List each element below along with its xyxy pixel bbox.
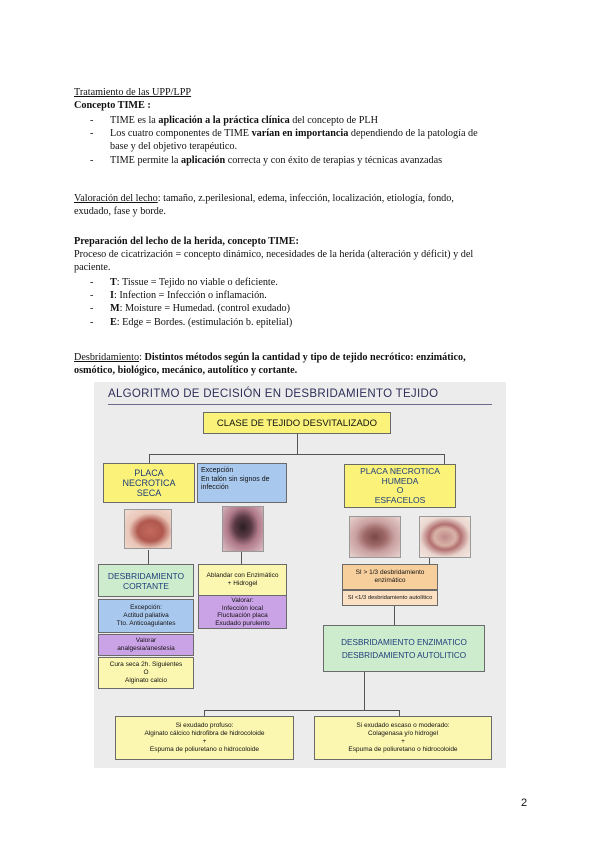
list-item: - TIME es la aplicación a la práctica clínica del concepto de PLH <box>90 114 530 127</box>
wound-photo-slough <box>419 516 471 558</box>
root-box: CLASE DE TEJIDO DESVITALIZADO <box>203 412 391 434</box>
page-number: 2 <box>521 797 528 809</box>
valoracion-paragraph: Valoración del lecho: tamaño, z.perilesional, edema, infección, localización, etiología, fondo, exudado, fase y borde. <box>74 193 454 218</box>
placa-humeda-box: PLACA NECROTICA HUMEDA O ESFACELOS <box>344 464 456 508</box>
si-mayor-box: SI > 1/3 desbridamiento enzimático <box>342 564 438 590</box>
valorar-analgesia-box: Valorar analgesia/anestesia <box>98 634 194 656</box>
desb-cortante-box: DESBRIDAMIENTO CORTANTE <box>98 564 194 597</box>
connector-line <box>444 454 445 464</box>
connector-line <box>149 454 444 455</box>
enzimatico-autolitico-box: DESBRIDAMIENTO ENZIMATICO DESBRIDAMIENTO AUTOLITICO <box>323 625 485 672</box>
connector-line <box>364 672 365 710</box>
valorar-infeccion-box: Valorar: Infección local Fluctuación placa Exudado purulento <box>198 595 287 629</box>
diagram-title: ALGORITMO DE DECISIÓN EN DESBRIDAMIENTO TEJIDO <box>108 388 439 400</box>
time-concept-title: Concepto TIME : <box>74 100 151 111</box>
title-underline <box>108 404 492 405</box>
excepcion2-box: Excepción: Actitud paliativa Tto. Anticoagulantes <box>98 599 194 633</box>
wound-photo-wet <box>349 516 401 558</box>
placa-seca-box: PLACA NECROTICA SECA <box>103 463 195 503</box>
list-item: - TIME permite la aplicación correcta y con éxito de terapias y técnicas avanzadas <box>90 154 530 167</box>
list-item: - Los cuatro componentes de TIME varían en importancia dependiendo de la patología de base y del objetivo terapéutico. <box>90 127 530 153</box>
cura-seca-box: Cura seca 2h. Siguientes O Alginato calcio <box>98 657 194 689</box>
excepcion-box: Excepción En talón sin signos de infección <box>197 463 287 503</box>
si-menor-box: SI <1/3 desbridamiento autolítico <box>342 590 438 606</box>
time-letters-list <box>90 276 490 329</box>
list-item: - I: Infection = Infección o inflamación. <box>90 289 490 302</box>
wound-photo-dry <box>124 509 172 549</box>
ablandar-box: Ablandar con Enzimático + Hidrogel <box>198 564 287 596</box>
exudado-profuso-box: Si exudado profuso: Alginato cálcico hidrofibra de hidrocoloide + Espuma de poliuretano o hidrocoloide <box>115 716 294 760</box>
time-concept-list <box>90 114 530 167</box>
wound-photo-necrotic <box>222 506 264 552</box>
preparacion-paragraph: Proceso de cicatrización = concepto dinámico, necesidades de la herida (alteración y déficit) y del paciente. <box>74 249 474 274</box>
connector-line <box>297 434 298 454</box>
connector-line <box>204 710 399 711</box>
section-heading: Tratamiento de las UPP/LPP <box>74 87 192 98</box>
connector-line <box>148 550 149 564</box>
list-item: - E: Edge = Bordes. (estimulación b. epitelial) <box>90 316 490 329</box>
connector-line <box>149 454 150 463</box>
connector-line <box>241 550 242 564</box>
exudado-escaso-box: Si exudado escaso o moderado: Colagenasa y/o hidrogel + Espuma de poliuretano o hidrocoloide <box>314 716 492 760</box>
preparacion-title: Preparación del lecho de la herida, concepto TIME: <box>74 236 299 247</box>
desbridamiento-paragraph: Desbridamiento: Distintos métodos según la cantidad y tipo de tejido necrótico: enzimático, osmótico, biológico, mecánico, autolítico y cortante. <box>74 352 466 377</box>
list-item: - T: Tissue = Tejido no viable o deficiente. <box>90 276 490 289</box>
list-item: - M: Moisture = Humedad. (control exudado) <box>90 302 490 315</box>
debridement-algorithm-diagram <box>94 382 506 768</box>
